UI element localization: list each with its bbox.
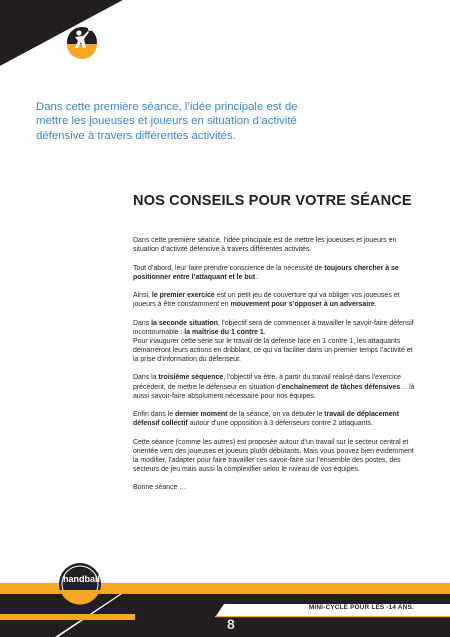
handball-logo xyxy=(59,563,101,605)
text: , l’objectif va être, à partir du travail réalisé dans l’exercice précédent, de mettre le défenseur en situation d’ xyxy=(133,374,401,391)
text: . xyxy=(255,273,258,281)
text: Dans la xyxy=(133,374,159,382)
bold-text: le premier exercice xyxy=(151,292,215,299)
bold-text: toujours chercher à se positionner entre l’attaquant et le but xyxy=(133,264,399,281)
footer-label: MINI-CYCLE POUR LES -14 ANS. xyxy=(308,604,414,611)
paragraph-5 xyxy=(133,373,415,400)
text: Dans xyxy=(133,319,152,327)
paragraph-1: Dans cette première séance, l’idée principale est de mettre les joueuses et joueurs en situation d’activité défensive à travers différentes activités. xyxy=(133,237,397,254)
text: Ainsi, xyxy=(133,292,152,299)
logo-text xyxy=(63,574,101,584)
bottom-decoration xyxy=(0,560,450,637)
advice-body xyxy=(133,236,415,502)
bold-text: enchaînement de tâches défensives xyxy=(281,383,401,391)
text: Tout d’abord, leur faire prendre conscience de la nécessité de xyxy=(133,264,325,272)
paragraph-8: Bonne séance … xyxy=(133,484,187,492)
text: … là aussi savoir-faire absolument nécessaire pour nos équipes. xyxy=(133,383,415,400)
text: de la séance, on va débuter le xyxy=(227,411,325,419)
top-logo-accent xyxy=(67,44,97,59)
paragraph-7: Cette séance (comme les autres) est proposée autour d’un travail sur le secteur central et orientée vers des joueuses et joueurs plutôt débutants. Mais vous pouvez bien évidemment la modifier, l’adapter pour faire travailler ces savoir-faire sur l’ensemble des postes, des secteurs de jeu mais aussi la complexifier selon le niveau de vos équipes. xyxy=(133,438,414,474)
page-number: 8 xyxy=(227,616,235,632)
footer-accent-stripe xyxy=(0,614,135,620)
intro-text: Dans cette première séance, l’idée principale est de mettre les joueuses et joueurs en situation d’activité défensive à travers différentes activités. xyxy=(36,101,298,142)
text: . xyxy=(374,301,377,309)
paragraph-4 xyxy=(133,319,415,365)
section-title: NOS CONSEILS POUR VOTRE SÉANCE xyxy=(133,193,412,209)
logo-text-top: handball xyxy=(63,574,101,584)
text: est un petit jeu de couverture qui va obliger vos joueuses et joueurs à être constamment en xyxy=(133,292,400,309)
bold-text: troisième séquence xyxy=(158,374,224,382)
text: Enfin dans le xyxy=(133,411,176,419)
paragraph-6 xyxy=(133,410,415,428)
bold-text: travail de déplacement défensif collectif xyxy=(133,411,400,428)
paragraph-2 xyxy=(133,264,415,282)
bold-text: mouvement pour s’opposer à un adversaire xyxy=(230,301,375,309)
top-decoration xyxy=(0,0,450,100)
bold-text: dernier moment xyxy=(175,411,228,419)
bold-text: la maîtrise du 1 contre 1 xyxy=(184,328,264,336)
bold-text: la seconde situation xyxy=(151,319,218,327)
text: . xyxy=(263,328,266,336)
text: Pour inaugurer cette série sur le travail de la défense face en 1 contre 1, les attaquants démarreront leurs actions en dribblant, ce qui va faciliter dans un premier temps l’activité et la prise d’information du défenseur. xyxy=(133,337,413,364)
text: , l’objectif sera de commencer à travailler le savoir-faire défensif incontournable : xyxy=(133,319,414,336)
text: autour d’une opposition à 3 défenseurs contre 2 attaquants. xyxy=(187,420,373,428)
paragraph-3 xyxy=(133,291,415,309)
